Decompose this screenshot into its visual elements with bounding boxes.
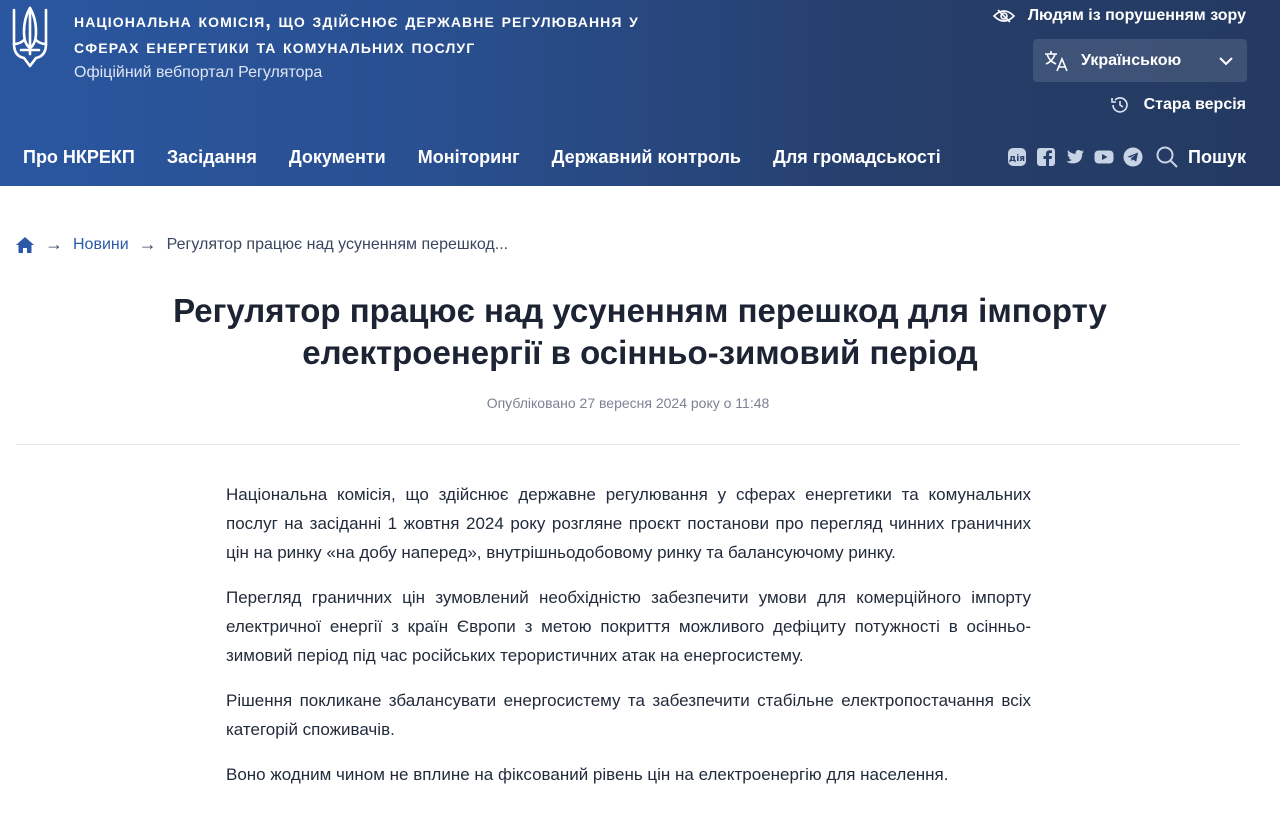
old-version-label: Стара версія	[1143, 96, 1246, 113]
article-title	[150, 290, 1130, 374]
breadcrumb-separator: →	[45, 234, 63, 254]
diia-icon[interactable]	[1006, 147, 1027, 168]
organization-title[interactable]	[74, 8, 834, 60]
language-select[interactable]	[1033, 39, 1247, 82]
translate-icon	[1043, 49, 1071, 73]
facebook-icon[interactable]	[1035, 147, 1056, 168]
article-title-line-1: Регулятор працює над усуненням перешкод для імпорту	[173, 292, 1107, 329]
breadcrumb-separator: →	[138, 234, 157, 254]
chevron-down-icon	[1219, 56, 1233, 66]
breadcrumb-news[interactable]: Новини	[73, 235, 129, 253]
social-links	[1006, 144, 1246, 170]
search-label: Пошук	[1188, 146, 1246, 167]
divider	[16, 444, 1240, 445]
organization-title-line-1: національна комісія, що здійснює державне регулювання у	[74, 10, 639, 32]
breadcrumb	[15, 234, 508, 255]
article-paragraph: Рішення покликане збалансувати енергосистему та забезпечити стабільне електропостачання всіх категорій споживачів.	[226, 691, 1031, 739]
youtube-icon[interactable]	[1093, 147, 1114, 168]
nav-item-about[interactable]: Про НКРЕКП	[23, 147, 135, 167]
nav-item-monitoring[interactable]: Моніторинг	[417, 147, 520, 167]
article-paragraph: Воно жодним чином не вплине на фіксований рівень цін на електроенергію для населення.	[226, 765, 949, 784]
breadcrumb-current: Регулятор працює над усуненням перешкод...	[166, 235, 509, 253]
home-icon	[15, 236, 35, 254]
twitter-icon[interactable]	[1064, 147, 1085, 168]
eye-icon	[992, 6, 1016, 26]
telegram-icon[interactable]	[1122, 147, 1143, 168]
history-icon	[1110, 95, 1130, 115]
article-paragraph: Національна комісія, що здійснює державне регулювання у сферах енергетики та комунальних послуг на засіданні 1 жовтня 2024 року розгляне проєкт постанови про перегляд чинних граничних цін на ринку «на добу наперед», внутрішньодобовому ринку та балансуючому ринку.	[226, 485, 1031, 562]
article-body	[226, 480, 1031, 805]
language-selected: Українською	[1081, 51, 1182, 69]
nav-item-meetings[interactable]: Засідання	[166, 147, 257, 167]
accessibility-label: Людям із порушенням зору	[1027, 7, 1246, 24]
main-nav	[23, 144, 973, 170]
organization-title-line-2: сферах енергетики та комунальних послуг	[74, 36, 476, 58]
organization-subtitle: Офіційний вебпортал Регулятора	[74, 64, 323, 81]
nav-item-documents[interactable]: Документи	[288, 147, 386, 167]
accessibility-link[interactable]	[992, 4, 1246, 28]
article-paragraph: Перегляд граничних цін зумовлений необхідністю забезпечити умови для комерційного імпорту електричної енергії з країн Європи з метою покриття можливого дефіциту потужності в осінньо-зимовий період під час російських терористичних атак на енергосистему.	[226, 588, 1031, 665]
search-button[interactable]	[1155, 145, 1246, 169]
breadcrumb-home[interactable]	[15, 236, 35, 254]
article-title-line-2: електроенергії в осінньо-зимовий період	[302, 334, 978, 371]
nav-item-state-control[interactable]: Державний контроль	[551, 147, 741, 167]
coat-of-arms-icon[interactable]	[10, 4, 50, 70]
old-version-link[interactable]	[1110, 93, 1246, 117]
search-icon	[1155, 145, 1179, 169]
svg-text:дія: дія	[1008, 154, 1025, 164]
nav-item-public[interactable]: Для громадськості	[773, 147, 941, 167]
site-header	[0, 0, 1280, 186]
published-date: Опубліковано 27 вересня 2024 року о 11:48	[486, 395, 770, 411]
